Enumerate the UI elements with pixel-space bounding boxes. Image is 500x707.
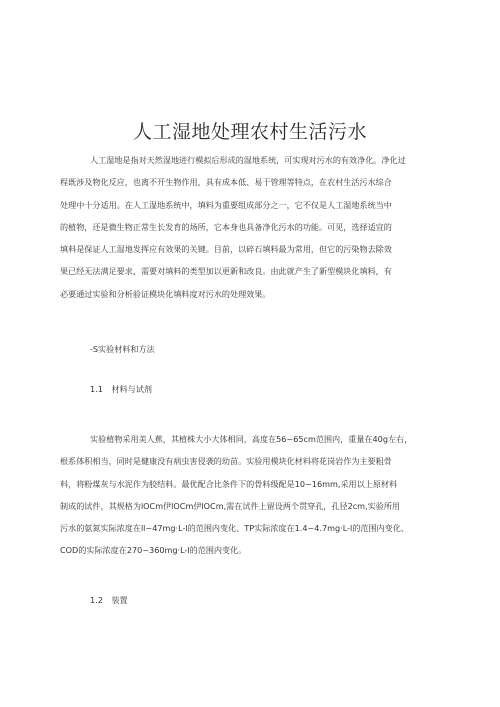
subsection-title: 装置 — [111, 595, 128, 605]
intro-line: 程既涉及物化反应，也离不开生物作用，具有成本低、易于管理等特点，在农村生活污水综合 — [60, 177, 392, 188]
section-heading: -S实验材料和方法 — [90, 344, 155, 354]
subsection-heading-apparatus — [90, 595, 128, 606]
materials-line: 实验植物采用美人蕉，其植株大小大体相同，高度在56~65cm范围内，重量在40g左右， — [90, 434, 413, 444]
intro-line: 填料是保证人工湿地发挥应有效果的关键。目前，以碎石填料最为常用，但它的污染物去除效 — [60, 244, 392, 255]
intro-line: 必要通过实验和分析验证模块化填料度对污水的处理效果。 — [60, 288, 271, 299]
subsection-number: 1.2 — [90, 595, 103, 605]
intro-line: 人工湿地是指对天然湿地进行模拟后形成的湿地系统，可实现对污水的有效净化。净化过 — [90, 155, 406, 165]
subsection-title: 材料与试剂 — [111, 384, 152, 394]
materials-line: 料，将粉煤灰与水泥作为胶结料。最优配合比条件下的骨料级配是10~16mm,采用以上原材料 — [60, 478, 398, 489]
intro-line: 的植物，还是微生物正常生长发育的场所，它本身也具备净化污水的功能。可见，选择适宜的 — [60, 221, 392, 232]
intro-line: 处理中十分适用。在人工湿地系统中，填料为重要组成部分之一，它不仅是人工湿地系统当中 — [60, 199, 392, 210]
intro-line: 果已经无法满足要求，需要对填料的类型加以更新和改良。由此就产生了新型模块化填料，有 — [60, 266, 392, 277]
subsection-number: 1.1 — [90, 384, 103, 394]
materials-line: 制成的试件，其规格为lOCm伊lOCm伊lOCm,需在试件上留设两个贯穿孔，孔径2cm,实验所用 — [60, 500, 401, 511]
materials-line: COD的实际浓度在270~360mg·L-l的范围内变化。 — [60, 545, 247, 556]
materials-paragraph — [60, 428, 440, 562]
subsection-heading-materials — [90, 384, 152, 395]
document-title: 人工湿地处理农村生活污水 — [132, 121, 367, 143]
materials-line: 污水的氨氮实际浓度在ll~47mg·L-l的范围内变化、TP实际浓度在1.4~4.7mg·L-l的范围内变化、 — [60, 523, 409, 534]
materials-line: 根系体积相当，同时是健康没有病虫害侵袭的幼苗。实验用模块化材料将花岗岩作为主要粗骨 — [60, 456, 392, 467]
intro-paragraph — [60, 149, 440, 305]
